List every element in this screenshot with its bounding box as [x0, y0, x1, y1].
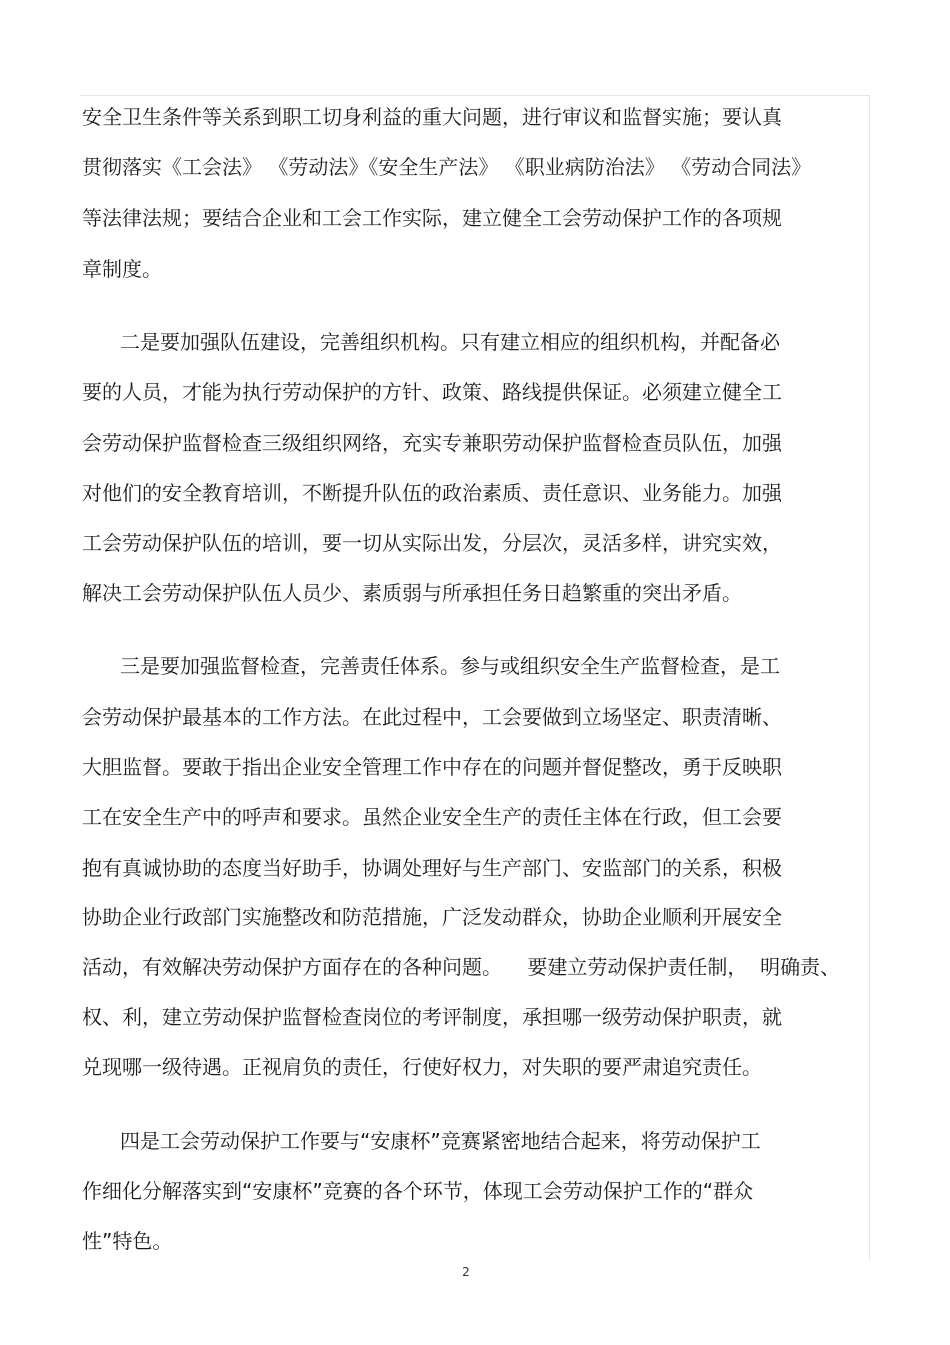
paragraph-3-line-4: 工在安全生产中的呼声和要求。虽然企业安全生产的责任主体在行政，但工会要: [82, 805, 782, 829]
paragraph-3-line-5: 抱有真诚协助的态度当好助手，协调处理好与生产部门、安监部门的关系，积极: [82, 856, 782, 880]
paragraph-4-line-2: 作细化分解落实到“安康杯”竞赛的各个环节，体现工会劳动保护工作的“群众: [82, 1179, 754, 1203]
paragraph-4-line-3: 性”特色。: [82, 1229, 173, 1253]
paragraph-2-line-2: 要的人员，才能为执行劳动保护的方针、政策、路线提供保证。必须建立健全工: [82, 380, 782, 404]
paragraph-1-line-4: 章制度。: [82, 257, 162, 281]
paragraph-3-line-7: 活动，有效解决劳动保护方面存在的各种问题。 要建立劳动保护责任制， 明确责、: [82, 955, 841, 979]
page-border-right: [869, 95, 870, 1260]
paragraph-3-line-2: 会劳动保护最基本的工作方法。在此过程中，工会要做到立场坚定、职责清晰、: [82, 705, 782, 729]
paragraph-3-line-9: 兑现哪一级待遇。正视肩负的责任，行使好权力，对失职的要严肃追究责任。: [82, 1055, 762, 1079]
paragraph-3-line-3: 大胆监督。要敢于指出企业安全管理工作中存在的问题并督促整改，勇于反映职: [82, 755, 782, 779]
page-border-top: [80, 95, 870, 96]
paragraph-1-line-1: 安全卫生条件等关系到职工切身利益的重大问题，进行审议和监督实施；要认真: [82, 105, 782, 129]
page-number: 2: [462, 1265, 470, 1279]
paragraph-2-line-1: 二是要加强队伍建设，完善组织机构。只有建立相应的组织机构，并配备必: [120, 330, 780, 354]
paragraph-4-line-1: 四是工会劳动保护工作要与“安康杯”竞赛紧密地结合起来，将劳动保护工: [120, 1129, 761, 1153]
paragraph-2-line-6: 解决工会劳动保护队伍人员少、素质弱与所承担任务日趋繁重的突出矛盾。: [82, 581, 742, 605]
paragraph-2-line-3: 会劳动保护监督检查三级组织网络，充实专兼职劳动保护监督检查员队伍，加强: [82, 431, 782, 455]
paragraph-1-line-2: 贯彻落实《工会法》 《劳动法》《安全生产法》 《职业病防治法》 《劳动合同法》: [82, 155, 812, 179]
paragraph-2-line-5: 工会劳动保护队伍的培训，要一切从实际出发，分层次，灵活多样，讲究实效，: [82, 531, 782, 555]
paragraph-2-line-4: 对他们的安全教育培训，不断提升队伍的政治素质、责任意识、业务能力。加强: [82, 481, 782, 505]
paragraph-3-line-1: 三是要加强监督检查，完善责任体系。参与或组织安全生产监督检查，是工: [120, 654, 780, 678]
paragraph-3-line-6: 协助企业行政部门实施整改和防范措施，广泛发动群众，协助企业顺利开展安全: [82, 905, 782, 929]
paragraph-1-line-3: 等法律法规；要结合企业和工会工作实际，建立健全工会劳动保护工作的各项规: [82, 206, 782, 230]
paragraph-3-line-8: 权、利，建立劳动保护监督检查岗位的考评制度，承担哪一级劳动保护职责，就: [82, 1005, 782, 1029]
